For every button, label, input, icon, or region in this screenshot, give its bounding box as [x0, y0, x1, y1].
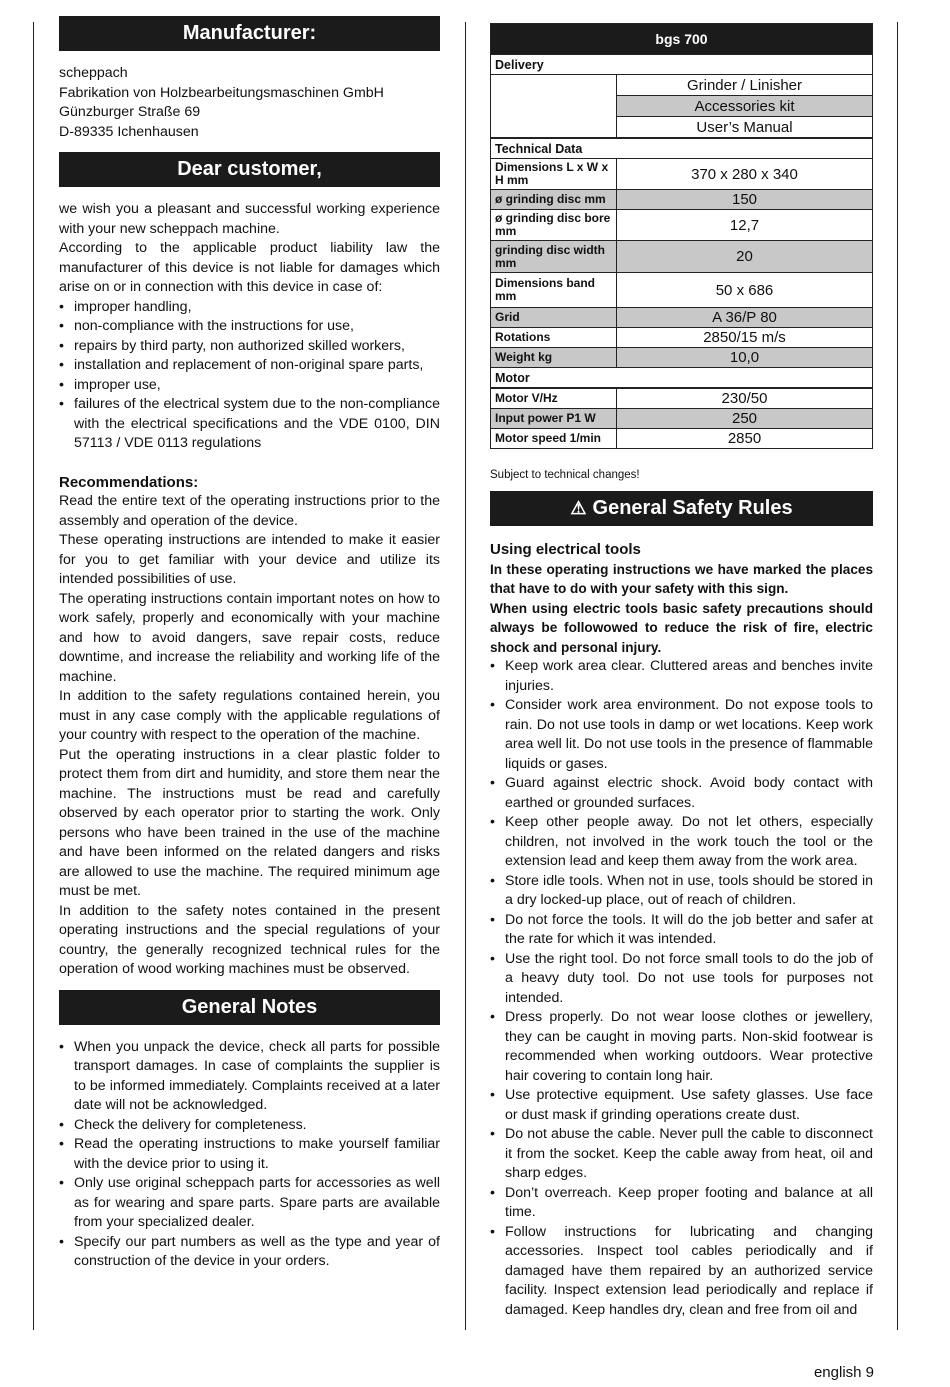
warning-icon: ⚠: [570, 498, 587, 518]
page-number: english 9: [813, 1364, 874, 1381]
row-value: 12,7: [617, 210, 873, 241]
row-value: 370 x 280 x 340: [617, 159, 873, 190]
list-item: • Don’t overreach. Keep proper footing and balance at all time.: [490, 1184, 873, 1223]
list-item: • Dress properly. Do not wear loose clothes or jewellery, they can be caught in moving parts. Non-skid footwear is recommended when working outdoors. Wear protective hair covering to contain long hair.: [490, 1008, 873, 1086]
motor-label: Motor: [491, 368, 873, 389]
list-item: • improper handling,: [59, 298, 440, 318]
recommendations-text: [59, 492, 440, 980]
list-item: • Check the delivery for completeness.: [59, 1116, 440, 1136]
paragraph: In addition to the safety notes contained in the present operating instructions and the special regulations of your country, the generally recognized technical rules for the operation of wood working machines must be observed.: [59, 902, 440, 977]
delivery-label: Delivery: [491, 55, 873, 75]
paragraph: In addition to the safety regulations contained herein, you must in any case comply with the applicable regulations of your country with respect to the operation of the machine.: [59, 688, 440, 743]
paragraph: The operating instructions contain important notes on how to work safely, properly and economically with your machine and how to avoid dangers, save repair costs, reduce downtime, and increase the reliability and working life of the machine.: [59, 590, 440, 685]
left-column: [59, 16, 440, 1272]
address-line: scheppach: [59, 65, 128, 81]
row-value: 2850: [617, 429, 873, 449]
row-label: Motor speed 1/min: [491, 429, 617, 449]
paragraph: These operating instructions are intended to make it easier for you to get familiar with your device and utilize its intended possibilities of use.: [59, 532, 440, 587]
list-item: • repairs by third party, non authorized skilled workers,: [59, 337, 440, 357]
paragraph: Read the entire text of the operating instructions prior to the assembly and operation of the device.: [59, 493, 440, 529]
row-label: grinding disc width mm: [491, 241, 617, 273]
row-value: A 36/P 80: [617, 308, 873, 328]
row-value: 2850/15 m/s: [617, 328, 873, 348]
address-line: Fabrikation von Holzbearbeitungsmaschinen GmbH: [59, 84, 384, 101]
manufacturer-heading: Manufacturer:: [59, 16, 440, 51]
general-notes-list: [59, 1038, 440, 1272]
electrical-tools-subheading: Using electrical tools: [490, 541, 641, 558]
list-item: • Store idle tools. When not in use, tools should be stored in a dry locked-up place, out of reach of children.: [490, 872, 873, 911]
row-label: ø grinding disc bore mm: [491, 210, 617, 241]
list-item: • Specify our part numbers as well as the type and year of construction of the device in your orders.: [59, 1233, 440, 1272]
row-value: 20: [617, 241, 873, 273]
manufacturer-address: [59, 64, 440, 142]
list-item: • Keep other people away. Do not let others, especially children, not involved in the work touch the tool or the extension lead and keep them away from the work area.: [490, 813, 873, 872]
list-item: • Guard against electric shock. Avoid body contact with earthed or grounded surfaces.: [490, 774, 873, 813]
address-line: Günzburger Straße 69: [59, 104, 201, 120]
address-line: D-89335 Ichenhausen: [59, 123, 199, 140]
row-value: 250: [617, 409, 873, 429]
list-item: • Read the operating instructions to make yourself familiar with the device prior to using it.: [59, 1135, 440, 1174]
row-label: Grid: [491, 308, 617, 328]
list-item: • Only use original scheppach parts for accessories as well as for wearing and spare parts. Spare parts are available from your specialized dealer.: [59, 1174, 440, 1233]
center-rule: [465, 22, 466, 1330]
delivery-blank-cell: [491, 75, 617, 139]
right-column: [490, 23, 873, 1320]
safety-bold-note: In these operating instructions we have marked the places that have to do with your safety with this sign.: [490, 561, 873, 596]
table-note: Subject to technical changes!: [490, 469, 640, 481]
row-value: 50 x 686: [617, 273, 873, 308]
liability-list: [59, 298, 440, 454]
list-item: • Use the right tool. Do not force small tools to do the job of a heavy duty tool. Do not use tools for purposes not intended.: [490, 950, 873, 1009]
list-item: • installation and replacement of non-original spare parts,: [59, 356, 440, 376]
row-value: 150: [617, 190, 873, 210]
row-label: Rotations: [491, 328, 617, 348]
recommendations-heading: Recommendations:: [59, 473, 199, 491]
list-item: • Follow instructions for lubricating and changing accessories. Inspect tool cables periodically and if damaged have them repaired by an authorized service facility. Inspect extension lead periodically and replace if damaged. Keep handles dry, clean and free from oil and: [490, 1223, 873, 1321]
row-value: 10,0: [617, 348, 873, 368]
techdata-label: Technical Data: [491, 138, 873, 159]
row-label: Dimensions band mm: [491, 273, 617, 308]
safety-rules-list: [490, 657, 873, 1320]
intro-paragraph: we wish you a pleasant and successful working experience with your new scheppach machine.: [59, 201, 440, 237]
list-item: • improper use,: [59, 376, 440, 396]
paragraph: Put the operating instructions in a clear plastic folder to protect them from dirt and humidity, and store them near the machine. The instructions must be read and carefully observed by each operator prior to starting the work. Only persons who have been trained in the use of the machine and have been informed on the related dangers and risks are allowed to use the machine. The required minimum age must be met.: [59, 746, 440, 899]
list-item: • non-compliance with the instructions for use,: [59, 317, 440, 337]
row-label: Weight kg: [491, 348, 617, 368]
technical-data-table: [490, 23, 873, 449]
right-margin-rule: [897, 22, 898, 1330]
row-label: Motor V/Hz: [491, 388, 617, 409]
row-value: 230/50: [617, 388, 873, 409]
safety-bold-note: When using electric tools basic safety precautions should always be followowed to reduce the risk of fire, electric shock and personal injury.: [490, 600, 873, 655]
delivery-item: User’s Manual: [617, 117, 873, 139]
list-item: • Do not force the tools. It will do the job better and safer at the rate for which it was intended.: [490, 911, 873, 950]
left-margin-rule: [33, 22, 34, 1330]
row-label: Input power P1 W: [491, 409, 617, 429]
safety-heading-text: General Safety Rules: [592, 497, 793, 519]
list-item: • failures of the electrical system due to the non-compliance with the electrical specifications and the VDE 0100, DIN 57113 / VDE 0113 regulations: [59, 395, 440, 454]
safety-heading: [490, 491, 873, 526]
list-item: • Keep work area clear. Cluttered areas and benches invite injuries.: [490, 657, 873, 696]
row-label: Dimensions L x W x H mm: [491, 159, 617, 190]
delivery-item: Accessories kit: [617, 96, 873, 117]
general-notes-heading: General Notes: [59, 990, 440, 1025]
table-title: bgs 700: [491, 24, 873, 55]
list-item: • Consider work area environment. Do not expose tools to rain. Do not use tools in damp or wet locations. Keep work area well lit. Do not use tools in the presence of flammable liquids or gases.: [490, 696, 873, 774]
list-item: • Do not abuse the cable. Never pull the cable to disconnect it from the socket. Keep the cable away from heat, oil and sharp edges.: [490, 1125, 873, 1184]
list-item: • When you unpack the device, check all parts for possible transport damages. In case of complaints the supplier is to be informed immediately. Complaints received at a later date will not be acknowledged.: [59, 1038, 440, 1116]
delivery-item: Grinder / Linisher: [617, 75, 873, 96]
dear-customer-heading: Dear customer,: [59, 152, 440, 187]
liability-paragraph: According to the applicable product liability law the manufacturer of this device is not liable for damages which arise on or in connection with this device in case of:: [59, 240, 440, 295]
row-label: ø grinding disc mm: [491, 190, 617, 210]
list-item: • Use protective equipment. Use safety glasses. Use face or dust mask if grinding operations create dust.: [490, 1086, 873, 1125]
dear-customer-text: [59, 200, 440, 454]
